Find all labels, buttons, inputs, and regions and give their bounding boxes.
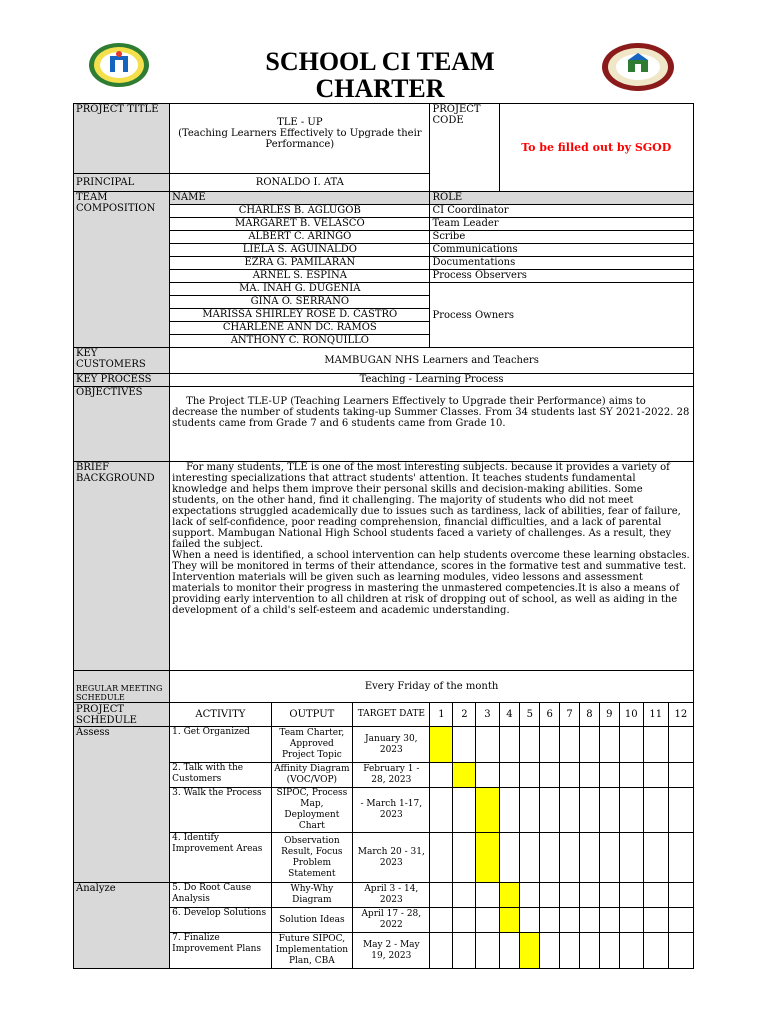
gantt-bar-cell bbox=[453, 763, 476, 788]
gantt-bar-cell bbox=[499, 883, 520, 908]
schedule-row bbox=[74, 883, 694, 908]
gantt-cell bbox=[430, 908, 453, 933]
background-text bbox=[170, 462, 694, 671]
gantt-cell bbox=[540, 727, 560, 763]
gantt-cell bbox=[619, 908, 643, 933]
member-role: Team Leader bbox=[430, 218, 694, 231]
target-date-cell: February 1 - 28, 2023 bbox=[353, 763, 430, 788]
gantt-cell bbox=[619, 883, 643, 908]
title-line-2: CHARTER bbox=[315, 74, 445, 103]
gantt-cell bbox=[643, 727, 668, 763]
activity-cell: 7. Finalize Improvement Plans bbox=[170, 933, 271, 969]
gantt-cell bbox=[579, 763, 599, 788]
gantt-cell bbox=[619, 933, 643, 969]
gantt-cell bbox=[430, 883, 453, 908]
gantt-cell bbox=[540, 933, 560, 969]
gantt-cell bbox=[540, 763, 560, 788]
gantt-cell bbox=[520, 883, 540, 908]
gantt-cell bbox=[560, 933, 580, 969]
gantt-cell bbox=[668, 933, 693, 969]
gantt-cell bbox=[643, 883, 668, 908]
gantt-cell bbox=[540, 788, 560, 833]
week-header: 8 bbox=[579, 703, 599, 727]
gantt-cell bbox=[643, 833, 668, 883]
week-header: 4 bbox=[499, 703, 520, 727]
member-name: LIELA S. AGUINALDO bbox=[170, 244, 430, 257]
gantt-cell bbox=[540, 883, 560, 908]
member-name: ARNEL S. ESPINA bbox=[170, 270, 430, 283]
gantt-cell bbox=[579, 727, 599, 763]
output-cell: Affinity Diagram (VOC/VOP) bbox=[271, 763, 353, 788]
gantt-cell bbox=[453, 727, 476, 763]
principal-name: RONALDO I. ATA bbox=[170, 174, 430, 192]
title-line-1: SCHOOL CI TEAM bbox=[265, 47, 495, 76]
gantt-cell bbox=[599, 933, 619, 969]
phase-analyze: Analyze bbox=[74, 883, 170, 969]
activity-cell: 6. Develop Solutions bbox=[170, 908, 271, 933]
deped-seal-icon bbox=[88, 42, 150, 88]
key-process-value: Teaching - Learning Process bbox=[170, 374, 694, 387]
gantt-cell bbox=[453, 833, 476, 883]
project-title-line2: (Teaching Learners Effectively to Upgrade their Performance) bbox=[178, 128, 422, 150]
week-header: 11 bbox=[643, 703, 668, 727]
gantt-bar-cell bbox=[476, 833, 499, 883]
target-date-cell: - March 1-17, 2023 bbox=[353, 788, 430, 833]
gantt-bar-cell bbox=[520, 933, 540, 969]
gantt-cell bbox=[560, 727, 580, 763]
gantt-cell bbox=[560, 883, 580, 908]
gantt-cell bbox=[476, 908, 499, 933]
gantt-cell bbox=[453, 788, 476, 833]
gantt-cell bbox=[643, 788, 668, 833]
gantt-cell bbox=[668, 788, 693, 833]
gantt-cell bbox=[599, 788, 619, 833]
member-role: Process Observers bbox=[430, 270, 694, 283]
gantt-cell bbox=[579, 788, 599, 833]
member-name: MARGARET B. VELASCO bbox=[170, 218, 430, 231]
gantt-cell bbox=[520, 908, 540, 933]
project-title-line1: TLE - UP bbox=[277, 117, 323, 128]
gantt-cell bbox=[668, 908, 693, 933]
member-name: ANTHONY C. RONQUILLO bbox=[170, 335, 430, 348]
gantt-cell bbox=[499, 833, 520, 883]
project-code-label: PROJECT CODE bbox=[430, 104, 499, 192]
gantt-cell bbox=[579, 833, 599, 883]
gantt-cell bbox=[668, 883, 693, 908]
process-owners-role: Process Owners bbox=[430, 283, 694, 348]
week-header: 1 bbox=[430, 703, 453, 727]
gantt-cell bbox=[499, 788, 520, 833]
gantt-cell bbox=[619, 727, 643, 763]
output-cell: Team Charter, Approved Project Topic bbox=[271, 727, 353, 763]
meeting-value: Every Friday of the month bbox=[170, 671, 694, 703]
role-header: ROLE bbox=[430, 192, 694, 205]
gantt-cell bbox=[599, 883, 619, 908]
key-customers-label: KEY CUSTOMERS bbox=[74, 348, 170, 374]
gantt-cell bbox=[476, 933, 499, 969]
week-header: 10 bbox=[619, 703, 643, 727]
gantt-cell bbox=[520, 788, 540, 833]
gantt-cell bbox=[430, 788, 453, 833]
gantt-cell bbox=[560, 833, 580, 883]
week-header: 2 bbox=[453, 703, 476, 727]
gantt-cell bbox=[619, 833, 643, 883]
week-header: 5 bbox=[520, 703, 540, 727]
gantt-cell bbox=[540, 833, 560, 883]
gantt-cell bbox=[540, 908, 560, 933]
gantt-cell bbox=[560, 908, 580, 933]
gantt-cell bbox=[476, 763, 499, 788]
gantt-cell bbox=[430, 763, 453, 788]
name-header: NAME bbox=[170, 192, 430, 205]
output-cell: Future SIPOC, Implementation Plan, CBA bbox=[271, 933, 353, 969]
member-name: MA. INAH G. DUGENIA bbox=[170, 283, 430, 296]
target-date-header: TARGET DATE bbox=[353, 703, 430, 727]
output-cell: Solution Ideas bbox=[271, 908, 353, 933]
member-name: CHARLENE ANN DC. RAMOS bbox=[170, 322, 430, 335]
key-customers-value: MAMBUGAN NHS Learners and Teachers bbox=[170, 348, 694, 374]
week-header: 7 bbox=[560, 703, 580, 727]
gantt-cell bbox=[599, 763, 619, 788]
output-cell: Why-Why Diagram bbox=[271, 883, 353, 908]
member-name: EZRA G. PAMILARAN bbox=[170, 257, 430, 270]
gantt-cell bbox=[643, 933, 668, 969]
activity-cell: 1. Get Organized bbox=[170, 727, 271, 763]
gantt-cell bbox=[668, 727, 693, 763]
background-label: BRIEF BACKGROUND bbox=[74, 462, 170, 671]
activity-cell: 4. Identify Improvement Areas bbox=[170, 833, 271, 883]
gantt-cell bbox=[499, 763, 520, 788]
member-name: GINA O. SERRANO bbox=[170, 296, 430, 309]
document-title bbox=[200, 48, 560, 102]
gantt-cell bbox=[453, 933, 476, 969]
gantt-cell bbox=[520, 833, 540, 883]
gantt-cell bbox=[643, 908, 668, 933]
background-paragraph-2: When a need is identified, a school intervention can help students overcome these learning obstacles. They will be monitored in terms of their attendance, scores in the formative test and summative test. Intervention materials will be given such as learning modules, video lessons and assessment materials to monitor their progress in mastering the unmastered competencies.It is also a means of providing early intervention to all children at risk of dropping out of school, as well as aiding in the development of a child's self-esteem and academic understanding. bbox=[172, 550, 690, 616]
gantt-cell bbox=[643, 763, 668, 788]
gantt-cell bbox=[599, 727, 619, 763]
target-date-cell: May 2 - May 19, 2023 bbox=[353, 933, 430, 969]
activity-cell: 2. Talk with the Customers bbox=[170, 763, 271, 788]
member-role: Communications bbox=[430, 244, 694, 257]
principal-label: PRINCIPAL bbox=[74, 174, 170, 192]
output-header: OUTPUT bbox=[271, 703, 353, 727]
activity-cell: 3. Walk the Process bbox=[170, 788, 271, 833]
output-cell: SIPOC, Process Map, Deployment Chart bbox=[271, 788, 353, 833]
gantt-cell bbox=[476, 727, 499, 763]
gantt-cell bbox=[619, 788, 643, 833]
gantt-cell bbox=[599, 908, 619, 933]
objectives-text bbox=[170, 387, 694, 462]
project-title-label: PROJECT TITLE bbox=[74, 104, 170, 174]
gantt-cell bbox=[430, 933, 453, 969]
phase-assess: Assess bbox=[74, 727, 170, 883]
member-name: ALBERT C. ARINGO bbox=[170, 231, 430, 244]
target-date-cell: January 30, 2023 bbox=[353, 727, 430, 763]
target-date-cell: April 17 - 28, 2022 bbox=[353, 908, 430, 933]
team-label: TEAM COMPOSITION bbox=[74, 192, 170, 348]
gantt-cell bbox=[619, 763, 643, 788]
gantt-cell bbox=[668, 763, 693, 788]
charter-table bbox=[73, 103, 694, 969]
member-role: CI Coordinator bbox=[430, 205, 694, 218]
gantt-cell bbox=[579, 883, 599, 908]
output-cell: Observation Result, Focus Problem Statement bbox=[271, 833, 353, 883]
gantt-cell bbox=[599, 833, 619, 883]
gantt-bar-cell bbox=[499, 908, 520, 933]
meeting-label: REGULAR MEETING SCHEDULE bbox=[74, 671, 170, 703]
member-name: MARISSA SHIRLEY ROSE D. CASTRO bbox=[170, 309, 430, 322]
target-date-cell: March 20 - 31, 2023 bbox=[353, 833, 430, 883]
gantt-cell bbox=[579, 908, 599, 933]
school-seal-icon bbox=[601, 42, 675, 92]
gantt-cell bbox=[520, 763, 540, 788]
gantt-cell bbox=[668, 833, 693, 883]
objectives-paragraph: The Project TLE-UP (Teaching Learners Effectively to Upgrade their Performance) aims to decrease the number of students taking-up Summer Classes. From 34 students last SY 2021-2022. 28 students came from Grade 7 and 6 students came from Grade 10. bbox=[172, 396, 690, 429]
gantt-cell bbox=[499, 727, 520, 763]
gantt-cell bbox=[476, 883, 499, 908]
week-header: 3 bbox=[476, 703, 499, 727]
gantt-cell bbox=[453, 883, 476, 908]
activity-cell: 5. Do Root Cause Analysis bbox=[170, 883, 271, 908]
week-header: 9 bbox=[599, 703, 619, 727]
key-process-label: KEY PROCESS bbox=[74, 374, 170, 387]
week-header: 6 bbox=[540, 703, 560, 727]
schedule-row bbox=[74, 727, 694, 763]
gantt-bar-cell bbox=[476, 788, 499, 833]
objectives-label: OBJECTIVES bbox=[74, 387, 170, 462]
gantt-bar-cell bbox=[430, 727, 453, 763]
activity-header: ACTIVITY bbox=[170, 703, 271, 727]
gantt-cell bbox=[499, 933, 520, 969]
gantt-cell bbox=[579, 933, 599, 969]
project-code-note: To be filled out by SGOD bbox=[499, 104, 694, 192]
gantt-cell bbox=[560, 763, 580, 788]
member-role: Documentations bbox=[430, 257, 694, 270]
gantt-cell bbox=[453, 908, 476, 933]
gantt-cell bbox=[560, 788, 580, 833]
member-name: CHARLES B. AGLUGOB bbox=[170, 205, 430, 218]
target-date-cell: April 3 - 14, 2023 bbox=[353, 883, 430, 908]
gantt-cell bbox=[520, 727, 540, 763]
schedule-label: PROJECT SCHEDULE bbox=[74, 703, 170, 727]
member-role: Scribe bbox=[430, 231, 694, 244]
project-title-value bbox=[170, 104, 430, 174]
background-paragraph-1: For many students, TLE is one of the most interesting subjects. because it provides a variety of interesting specializations that attract students' attention. It teaches students fundamental knowledge and helps them improve their personal skills and decision-making abilities. Some students, on the other hand, find it challenging. The majority of students who did not meet expectations struggled academically due to issues such as tardiness, lack of abilities, fear of failure, lack of self-confidence, poor reading comprehension, financial difficulties, and a lack of parental support. Mambugan National High School students faced a variety of challenges. As a result, they failed the subject. bbox=[172, 462, 681, 550]
week-header: 12 bbox=[668, 703, 693, 727]
gantt-cell bbox=[430, 833, 453, 883]
